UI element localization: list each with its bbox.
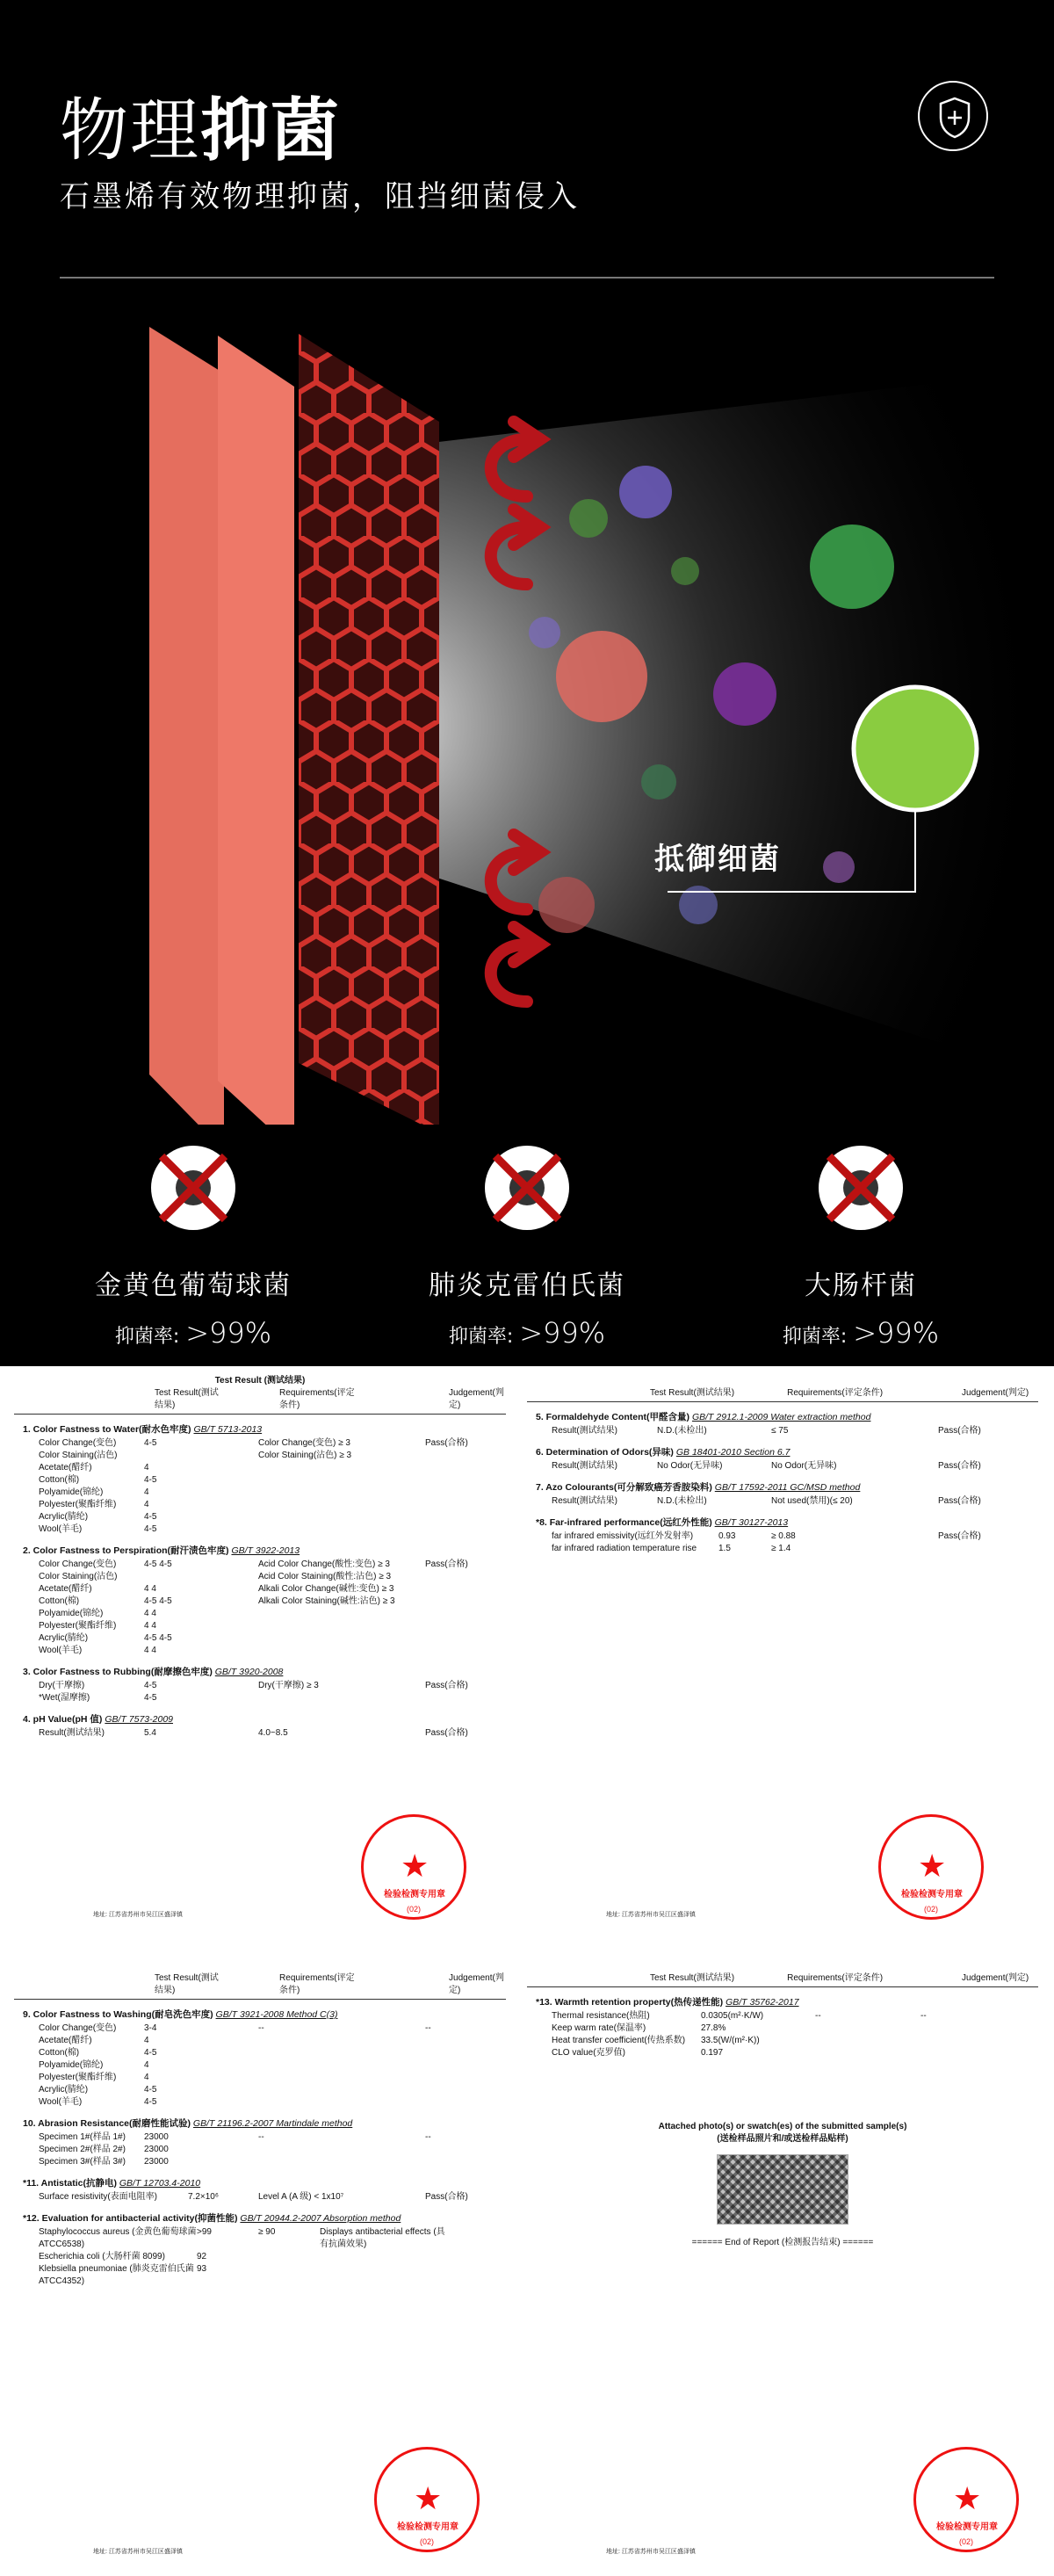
bacteria-name: 大肠杆菌 [805, 1270, 917, 1301]
report-column-header: Test Result(测试结果) Requirements(评定条件) Judgement(判定) [527, 1972, 1038, 1987]
section-title: 3. Color Fastness to Rubbing(耐摩擦色牢度) GB/T 3920-2008 [23, 1667, 284, 1677]
official-stamp: ★ 检验检测专用章 (02) [374, 2447, 480, 2552]
end-of-report: ====== End of Report (检测报告结束) ====== [691, 2238, 874, 2247]
section-title: *8. Far-infrared performance(远红外性能) GB/T 30127-2013 [536, 1517, 789, 1528]
report-footer: 地址: 江苏省苏州市吴江区盛泽镇 [93, 2549, 183, 2555]
sample-swatch-image [717, 2154, 848, 2225]
result-row: far infrared radiation temperature rise 1.5 ≥ 1.4 [552, 1544, 791, 1553]
section-title: 4. pH Value(pH 值) GB/T 7573-2009 [23, 1714, 173, 1725]
result-row: Color Change(变色) 4-5 Color Change(变色) ≥ 3 Pass(合格) [39, 1438, 468, 1448]
result-row: Thermal resistance(热阻) 0.0305(m²·K/W) -- -- [552, 2011, 927, 2021]
result-row: *Wet(湿摩擦) 4-5 [39, 1693, 157, 1703]
section-title: 7. Azo Colourants(可分解致癌芳香胺染料) GB/T 17592-2011 GC/MSD method [536, 1482, 861, 1493]
section-title: 6. Determination of Odors(异味) GB 18401-2010 Section 6.7 [536, 1447, 790, 1458]
result-row: Acetate(醋纤) 4 [39, 1463, 149, 1473]
bacteria-item [378, 1139, 676, 1350]
result-row: Color Staining(沾色) Color Staining(沾色) ≥ 3 [39, 1451, 352, 1460]
result-row: Acrylic(腈纶) 4-5 4-5 [39, 1633, 172, 1643]
result-row: Specimen 1#(样品 1#) 23000 -- -- [39, 2132, 431, 2142]
result-row: CLO value(克罗值) 0.197 [552, 2048, 724, 2058]
result-row: Acetate(醋纤) 4 [39, 2036, 149, 2045]
report-column-header: Test Result(测试结果) Requirements(评定条件) Judgement(判定) [527, 1387, 1038, 1402]
result-row: Color Change(变色) 3-4 -- -- [39, 2023, 431, 2033]
result-row: Staphylococcus aureus (金黄色葡萄球菌 ATCC6538) >99 ≥ 90 Displays antibacterial effects (具有抗菌效果) [39, 2227, 445, 2249]
result-row: Cotton(棉) 4-5 [39, 2048, 157, 2058]
result-row: Color Staining(沾色) Acid Color Staining(酸性:沾色) ≥ 3 [39, 1572, 392, 1581]
bacteria-item [711, 1139, 1010, 1350]
result-row: Heat transfer coefficient(传热系数) 33.5(W/(m²·K)) [552, 2036, 760, 2045]
result-row: Specimen 3#(样品 3#) 23000 [39, 2157, 169, 2167]
callout-label: 抵御细菌 [654, 842, 781, 877]
result-row: Dry(干摩擦) 4-5 Dry(干摩擦) ≥ 3 Pass(合格) [39, 1681, 468, 1690]
result-row: Polyester(聚酯纤维) 4 [39, 2073, 149, 2082]
divider [60, 277, 994, 279]
section-title: 1. Color Fastness to Water(耐水色牢度) GB/T 5713-2013 [23, 1424, 263, 1435]
result-row: Specimen 2#(样品 2#) 23000 [39, 2145, 169, 2154]
bacteria-name: 金黄色葡萄球菌 [95, 1270, 292, 1301]
report-page-3 [14, 1972, 506, 2565]
result-row: Keep warm rate(保温率) 27.8% [552, 2023, 726, 2033]
graphene-barrier-illustration [0, 290, 1054, 1125]
result-row: Wool(羊毛) 4-5 [39, 2097, 157, 2107]
rate-value: >99% [519, 1316, 606, 1350]
rate-label: 抑菌率: [114, 1326, 180, 1348]
shield-plus-icon [918, 81, 988, 151]
section-title: 9. Color Fastness to Washing(耐皂洗色牢度) GB/T 3921-2008 Method C(3) [23, 2009, 338, 2020]
report-footer: 地址: 江苏省苏州市吴江区盛泽镇 [606, 2549, 696, 2555]
report-page-4 [527, 1972, 1038, 2565]
no-bacteria-icon [812, 1139, 910, 1237]
result-row: Acrylic(腈纶) 4-5 [39, 2085, 157, 2095]
attached-title: Attached photo(s) or swatch(es) of the submitted sample(s) [658, 2122, 907, 2131]
section-title: *11. Antistatic(抗静电) GB/T 12703.4-2010 [23, 2178, 201, 2189]
no-bacteria-icon [144, 1139, 242, 1237]
fabric-layer-middle [218, 336, 294, 1125]
rate-label: 抑菌率: [448, 1326, 514, 1348]
result-row: Result(测试结果) N.D.(未检出) Not used(禁用)(≤ 20) Pass(合格) [552, 1496, 981, 1506]
result-row: Result(测试结果) No Odor(无异味) No Odor(无异味) Pass(合格) [552, 1461, 981, 1471]
result-row: Polyester(聚酯纤维) 4 4 [39, 1621, 156, 1631]
official-stamp: ★ 检验检测专用章 (02) [878, 1814, 984, 1920]
result-row: Cotton(棉) 4-5 [39, 1475, 157, 1485]
rate-value: >99% [853, 1316, 940, 1350]
rate-label: 抑菌率: [782, 1326, 848, 1348]
report-footer: 地址: 江苏省苏州市吴江区盛泽镇 [93, 1912, 183, 1918]
result-row: Polyamide(锦纶) 4 [39, 1487, 149, 1497]
report-page-1 [14, 1375, 506, 1928]
section-title: *12. Evaluation for antibacterial activity(抑菌性能) GB/T 20944.2-2007 Absorption method [23, 2213, 401, 2224]
result-row: Acetate(醋纤) 4 4 Alkali Color Change(碱性:变色) ≥ 3 [39, 1584, 394, 1594]
section-title: 2. Color Fastness to Perspiration(耐汗渍色牢度) GB/T 3922-2013 [23, 1545, 300, 1556]
result-row: Polyester(聚酯纤维) 4 [39, 1500, 149, 1509]
result-row: Result(测试结果) 5.4 4.0~8.5 Pass(合格) [39, 1728, 468, 1738]
result-row: Result(测试结果) N.D.(未检出) ≤ 75 Pass(合格) [552, 1426, 981, 1436]
rate-value: >99% [185, 1316, 272, 1350]
page-title: 物理抑菌 [60, 91, 342, 170]
fabric-layer-back [149, 327, 224, 1125]
result-row: Wool(羊毛) 4 4 [39, 1646, 156, 1655]
test-report [0, 1366, 1054, 2576]
result-row: Acrylic(腈纶) 4-5 [39, 1512, 157, 1522]
official-stamp: ★ 检验检测专用章 (02) [361, 1814, 466, 1920]
page-subtitle: 石墨烯有效物理抑菌，阻挡细菌侵入 [60, 179, 580, 214]
official-stamp: ★ 检验检测专用章 (02) [913, 2447, 1019, 2552]
result-row: Klebsiella pneumoniae (肺炎克雷伯氏菌 ATCC4352) 93 [39, 2264, 207, 2286]
section-title: 5. Formaldehyde Content(甲醛含量) GB/T 2912.1-2009 Water extraction method [536, 1412, 871, 1422]
result-row: Color Change(变色) 4-5 4-5 Acid Color Change(酸性:变色) ≥ 3 Pass(合格) [39, 1559, 468, 1569]
bacteria-item [44, 1139, 343, 1350]
report-column-header: Test Result(测试结果) Requirements(评定条件) Judgement(判定) [14, 1972, 506, 2000]
report-column-header: Test Result(测试结果) Requirements(评定条件) Judgement(判定) [14, 1387, 506, 1415]
result-row: Polyamide(锦纶) 4 [39, 2060, 149, 2070]
result-row: Escherichia coli (大肠杆菌 8099) 92 [39, 2252, 207, 2261]
report-page-2 [527, 1375, 1038, 1928]
result-row: Cotton(棉) 4-5 4-5 Alkali Color Staining(碱性:沾色) ≥ 3 [39, 1596, 395, 1606]
result-row: far infrared emissivity(远红外发射率) 0.93 ≥ 0.88 Pass(合格) [552, 1531, 981, 1541]
no-bacteria-icon [478, 1139, 576, 1237]
section-title: 10. Abrasion Resistance(耐磨性能试验) GB/T 21196.2-2007 Martindale method [23, 2118, 353, 2129]
result-row: Surface resistivity(表面电阻率) 7.2×10⁶ Level A (A 级) < 1x10⁷ Pass(合格) [39, 2192, 468, 2202]
report-heading: Test Result (测试结果) [214, 1376, 306, 1386]
report-footer: 地址: 江苏省苏州市吴江区盛泽镇 [606, 1912, 696, 1918]
section-title: *13. Warmth retention property(热传递性能) GB/T 35762-2017 [536, 1997, 799, 2008]
result-row: Polyamide(锦纶) 4 4 [39, 1609, 156, 1618]
attached-subtitle: (送检样品照片和/或送检样品贴样) [717, 2134, 848, 2144]
result-row: Wool(羊毛) 4-5 [39, 1524, 157, 1534]
bacteria-name: 肺炎克雷伯氏菌 [429, 1270, 625, 1301]
